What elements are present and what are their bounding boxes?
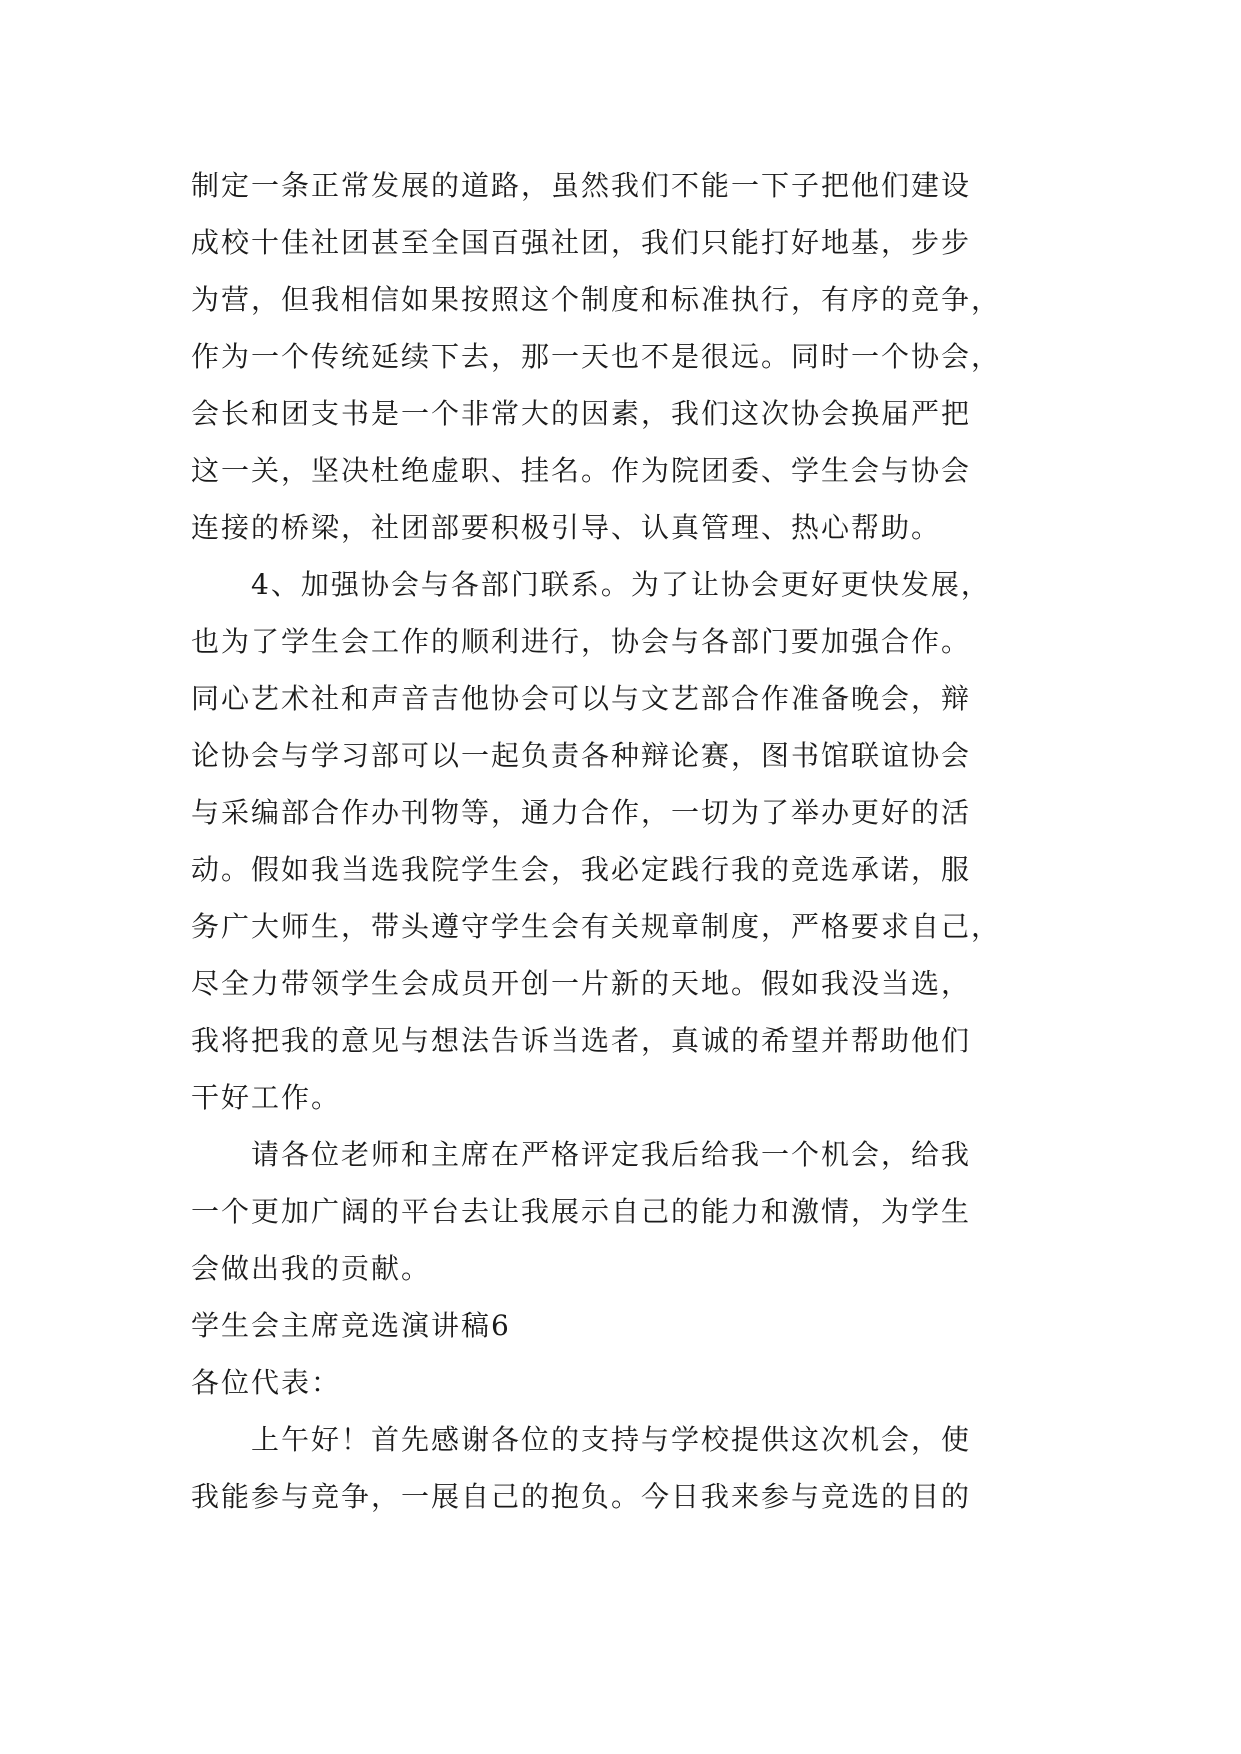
text-line: 学生会主席竞选演讲稿6 [191, 1309, 511, 1342]
text-line: 同心艺术社和声音吉他协会可以与文艺部合作准备晚会，辩 [191, 682, 972, 715]
text-line: 请各位老师和主席在严格评定我后给我一个机会，给我 [251, 1138, 972, 1171]
text-line: 也为了学生会工作的顺利进行，协会与各部门要加强合作。 [191, 625, 972, 658]
text-line: 尽全力带领学生会成员开创一片新的天地。假如我没当选， [191, 967, 972, 1000]
text-line: 成校十佳社团甚至全国百强社团，我们只能打好地基，步步 [191, 226, 972, 259]
body-text [191, 157, 1091, 1525]
text-line: 干好工作。 [191, 1081, 342, 1114]
text-line: 一个更加广阔的平台去让我展示自己的能力和激情，为学生 [191, 1195, 972, 1228]
text-line: 会长和团支书是一个非常大的因素，我们这次协会换届严把 [191, 397, 972, 430]
text-line: 与采编部合作办刊物等，通力合作，一切为了举办更好的活 [191, 796, 972, 829]
text-line: 为营，但我相信如果按照这个制度和标准执行，有序的竞争， [191, 283, 1002, 316]
text-line: 论协会与学习部可以一起负责各种辩论赛，图书馆联谊协会 [191, 739, 972, 772]
text-line: 务广大师生，带头遵守学生会有关规章制度，严格要求自己， [191, 910, 1002, 943]
text-line: 会做出我的贡献。 [191, 1252, 432, 1285]
text-line: 我将把我的意见与想法告诉当选者，真诚的希望并帮助他们 [191, 1024, 972, 1057]
text-line: 上午好！首先感谢各位的支持与学校提供这次机会，使 [251, 1423, 972, 1456]
text-line: 我能参与竞争，一展自己的抱负。今日我来参与竞选的目的 [191, 1480, 972, 1513]
text-line: 动。假如我当选我院学生会，我必定践行我的竞选承诺，服 [191, 853, 972, 886]
text-line: 连接的桥梁，社团部要积极引导、认真管理、热心帮助。 [191, 511, 942, 544]
text-line: 4、加强协会与各部门联系。为了让协会更好更快发展， [251, 568, 991, 601]
text-line: 作为一个传统延续下去，那一天也不是很远。同时一个协会， [191, 340, 1002, 373]
text-line: 制定一条正常发展的道路，虽然我们不能一下子把他们建设 [191, 169, 972, 202]
text-line: 这一关，坚决杜绝虚职、挂名。作为院团委、学生会与协会 [191, 454, 972, 487]
text-line: 各位代表： [191, 1366, 342, 1399]
